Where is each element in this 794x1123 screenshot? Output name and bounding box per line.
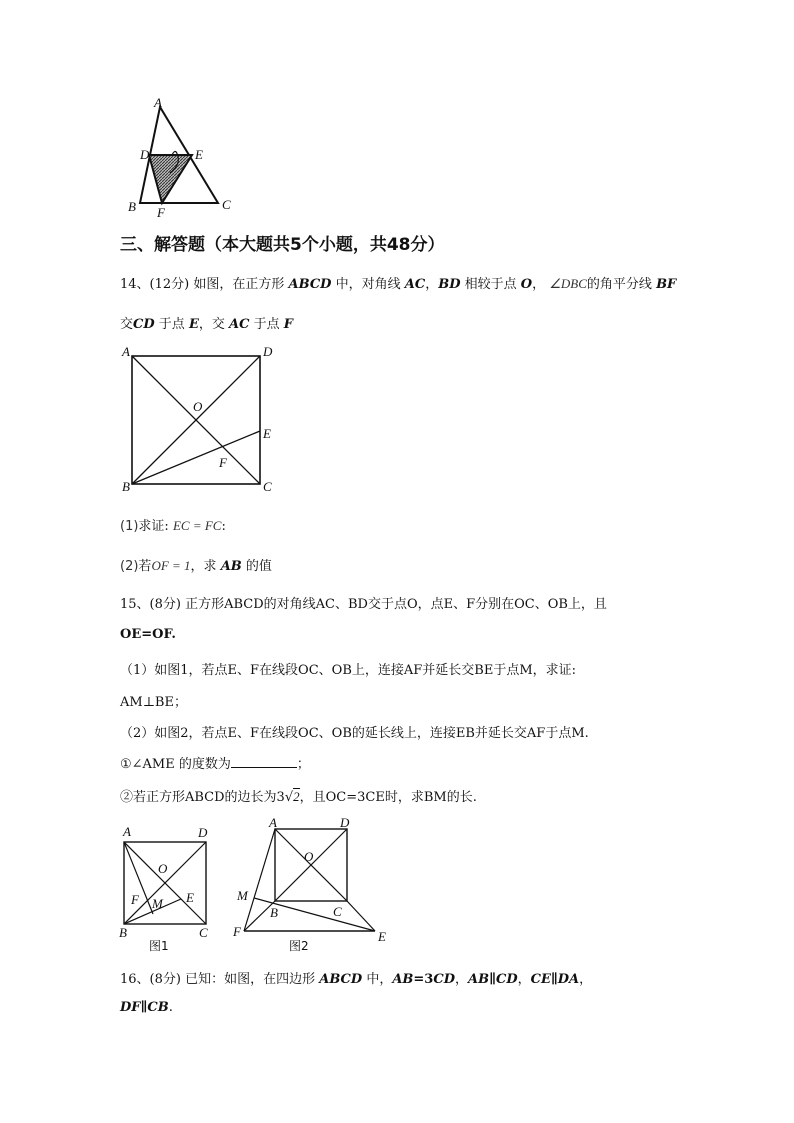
q15-line-6 [120, 753, 310, 772]
q15-line-5: （2）如图2，若点E、F在线段OC、OB的延长线上，连接EB并延长交AF于点M. [120, 726, 589, 741]
label-F: F [131, 892, 139, 907]
q14-text: ， [425, 277, 439, 292]
q16-text: ， [454, 972, 468, 987]
label-C: C [222, 197, 231, 212]
label-D: D [340, 815, 350, 830]
label-A: A [269, 815, 277, 830]
q14-p2-math: OF = 1 [151, 558, 191, 573]
label-C: C [199, 925, 208, 940]
q16-var: ABCD [319, 972, 363, 987]
q16-var: CD [433, 972, 455, 987]
q14-part-1 [120, 515, 226, 534]
q16-text: ∥ [140, 1000, 148, 1015]
q16-text: . [168, 1000, 173, 1015]
q14-var: BD [438, 277, 461, 292]
q14-angle-math: ∠DBC [549, 276, 587, 291]
q16-var: CE [530, 972, 551, 987]
q14-var: AC [404, 277, 426, 292]
q14-var: CD [133, 317, 155, 332]
q16-text: =3 [413, 972, 434, 987]
q15-line-2: OE=OF. [120, 627, 176, 642]
q15-l6-end: ； [296, 757, 310, 772]
q14-line-1 [120, 273, 676, 292]
q16-line-2 [120, 1000, 173, 1015]
q15-l6-text: ①∠AME 的度数为 [120, 757, 231, 772]
q15-l7-text: ②若正方形ABCD的边长为3 [120, 790, 285, 805]
label-D: D [263, 344, 273, 359]
q16-line-1 [120, 968, 592, 987]
q15-line-1: 15、(8分) 正方形ABCD的对角线AC、BD交于点O，点E、F分别在OC、OB上，且 [120, 597, 607, 612]
q16-text: ∥ [550, 972, 558, 987]
label-M: M [237, 888, 248, 903]
q14-p1-end: : [221, 519, 226, 534]
q16-var: AB [468, 972, 490, 987]
q14-var: F [283, 317, 293, 332]
q15-l7-text: ，且OC=3CE时，求BM的长. [299, 790, 477, 805]
q14-part-2 [120, 555, 272, 574]
q16-var: DF [120, 1000, 141, 1015]
square-figure-q14 [118, 342, 283, 497]
q14-var: BF [656, 277, 677, 292]
label-D: D [140, 147, 150, 162]
label-F: F [233, 924, 241, 939]
caption-fig2: 图2 [289, 939, 309, 953]
label-C: C [333, 904, 342, 919]
label-E: E [263, 426, 271, 441]
label-C: C [263, 479, 272, 494]
figure-2 [230, 812, 395, 957]
label-E: E [195, 147, 203, 162]
q16-var: CD [495, 972, 518, 987]
label-B: B [270, 905, 278, 920]
q14-p2-text: 的值 [245, 559, 272, 574]
q15-line-7 [120, 786, 477, 805]
label-A: A [154, 95, 162, 110]
q16-text: ∥ [489, 972, 496, 987]
label-B: B [128, 199, 136, 214]
q14-text: 于点 [158, 317, 185, 332]
label-A: A [122, 344, 130, 359]
q14-var: AB [220, 559, 242, 574]
q14-text: 中，对角线 [335, 277, 401, 292]
q16-text: 16、(8分) 已知：如图，在四边形 [120, 972, 316, 987]
q16-text: ， [517, 972, 531, 987]
label-E: E [378, 929, 386, 944]
label-D: D [198, 825, 208, 840]
q14-text: 于点 [253, 317, 280, 332]
triangle-figure [120, 95, 250, 220]
label-B: B [122, 479, 130, 494]
q14-var: AC [229, 317, 250, 332]
q14-text: ，交 [198, 317, 225, 332]
q14-p1-math: EC = FC [172, 518, 222, 533]
label-M: M [152, 896, 163, 911]
q16-var: AB [392, 972, 414, 987]
sqrt-symbol: √ [284, 790, 294, 805]
q16-var: CB [147, 1000, 169, 1015]
q14-var: O [520, 277, 533, 292]
label-E: E [186, 890, 194, 905]
q15-line-4: AM⊥BE； [120, 695, 187, 710]
q16-var: DA [557, 972, 580, 987]
q14-p1-num: (1) [120, 519, 139, 534]
q14-text: ， [532, 277, 546, 292]
q16-text: 中， [366, 972, 393, 987]
label-B: B [119, 925, 127, 940]
figure-1 [115, 822, 220, 957]
label-O: O [158, 861, 168, 876]
q14-var: E [188, 317, 199, 332]
q14-text: 的角平分线 [586, 277, 652, 292]
q14-p2-text: ，求 [190, 559, 217, 574]
label-O: O [304, 849, 314, 864]
label-F: F [219, 455, 227, 470]
section-heading: 三、解答题（本大题共5个小题，共48分） [120, 235, 445, 255]
q14-p1-text: 求证: [138, 519, 169, 534]
q14-var: ABCD [288, 277, 332, 292]
q14-p2-text: 若 [138, 559, 152, 574]
q15-line-3: （1）如图1，若点E、F在线段OC、OB上，连接AF并延长交BE于点M，求证: [120, 663, 577, 678]
q14-line-2 [120, 313, 293, 332]
label-F: F [157, 205, 165, 220]
sqrt-radicand: 2 [293, 789, 300, 804]
label-A: A [123, 824, 131, 839]
q14-text: 14、(12分) 如图，在正方形 [120, 277, 285, 292]
q14-p2-num: (2) [120, 559, 139, 574]
q16-text: ， [579, 972, 593, 987]
label-O: O [193, 399, 203, 414]
caption-fig1: 图1 [149, 939, 169, 953]
q14-text: 交 [120, 317, 134, 332]
answer-blank[interactable] [231, 755, 297, 768]
q14-text: 相较于点 [464, 277, 517, 292]
